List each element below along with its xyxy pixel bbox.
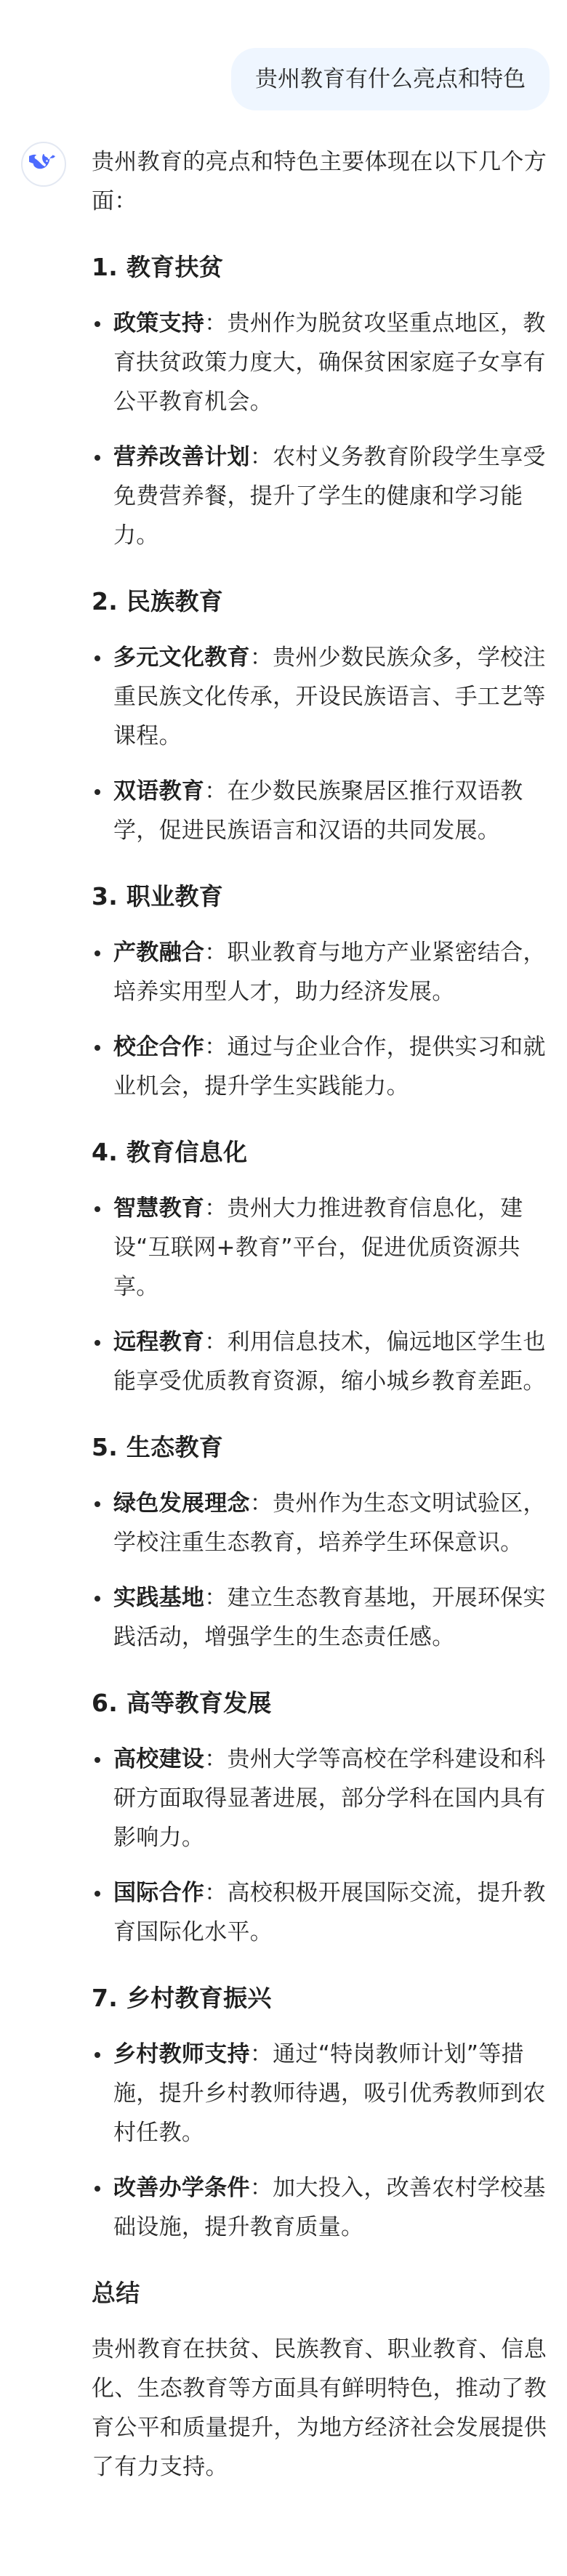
user-message-row	[231, 48, 550, 110]
item-term: 绿色发展理念	[113, 1490, 250, 1517]
bullet-icon	[94, 1501, 100, 1507]
item-text: 农村义务教育阶段学生享受免费营养餐，提升了学生的健康和学习能力。	[113, 444, 546, 549]
bullet-icon	[94, 1045, 100, 1051]
user-message-bubble[interactable]: 贵州教育有什么亮点和特色	[231, 48, 550, 110]
list-item	[92, 772, 548, 850]
item-sep: ：	[204, 310, 228, 336]
item-text: 贵州作为脱贫攻坚重点地区，教育扶贫政策力度大，确保贫困家庭子女享有公平教育机会。	[113, 310, 546, 415]
list-item	[92, 1027, 548, 1106]
list-item	[92, 2168, 548, 2247]
bullet-icon	[94, 1891, 100, 1897]
point-list	[92, 1189, 548, 1401]
item-sep: ：	[249, 1490, 273, 1517]
bullet-icon	[94, 455, 100, 461]
item-term: 实践基地	[113, 1585, 205, 1611]
item-term: 多元文化教育	[113, 645, 250, 671]
item-text: 贵州作为生态文明试验区，学校注重生态教育，培养学生环保意识。	[113, 1490, 546, 1556]
section-title: 7. 乡村教育振兴	[92, 1984, 272, 2012]
bullet-icon	[94, 655, 100, 661]
item-term: 产教融合	[113, 940, 205, 966]
section-higher-education	[92, 1686, 548, 1952]
whale-logo-svg	[29, 152, 58, 177]
section-title: 1. 教育扶贫	[92, 253, 224, 281]
item-text: 加大投入，改善农村学校基础设施，提升教育质量。	[113, 2175, 546, 2240]
item-sep: ：	[204, 1880, 228, 1906]
item-text: 利用信息技术，偏远地区学生也能享受优质教育资源，缩小城乡教育差距。	[113, 1329, 546, 1394]
bullet-icon	[94, 2186, 100, 2192]
item-text: 贵州大学等高校在学科建设和科研方面取得显著进展，部分学科在国内具有影响力。	[113, 1746, 546, 1851]
item-text: 通过与企业合作，提供实习和就业机会，提升学生实践能力。	[113, 1034, 546, 1099]
item-term: 改善办学条件	[113, 2175, 250, 2201]
item-sep: ：	[249, 2041, 273, 2067]
item-text: 建立生态教育基地，开展环保实践活动，增强学生的生态责任感。	[113, 1585, 546, 1650]
bullet-icon	[94, 950, 100, 956]
point-list	[92, 1740, 548, 1952]
list-item	[92, 1578, 548, 1657]
point-list	[92, 1484, 548, 1657]
list-item	[92, 1484, 548, 1562]
summary-text: 贵州教育在扶贫、民族教育、职业教育、信息化、生态教育等方面具有鲜明特色，推动了教育公平和质量提升，为地方经济社会发展提供了有力支持。	[92, 2336, 547, 2480]
bullet-icon	[94, 321, 100, 327]
item-text: 职业教育与地方产业紧密结合，培养实用型人才，助力经济发展。	[113, 940, 546, 1005]
list-item	[92, 1873, 548, 1952]
item-term: 远程教育	[113, 1329, 205, 1355]
section-title: 3. 职业教育	[92, 882, 224, 911]
section-title: 2. 民族教育	[92, 587, 224, 615]
item-term: 国际合作	[113, 1880, 205, 1906]
summary-title: 总结	[92, 2279, 140, 2307]
point-list	[92, 638, 548, 850]
item-sep: ：	[204, 1329, 228, 1355]
list-item	[92, 2035, 548, 2152]
item-sep: ：	[204, 778, 228, 804]
section-title: 4. 教育信息化	[92, 1138, 248, 1166]
assistant-answer	[92, 142, 548, 2487]
list-item	[92, 638, 548, 756]
item-sep: ：	[249, 2175, 273, 2201]
list-item	[92, 1323, 548, 1401]
item-text: 通过“特岗教师计划”等措施，提升乡村教师待遇，吸引优秀教师到农村任教。	[113, 2041, 546, 2146]
bullet-icon	[94, 1206, 100, 1212]
item-sep: ：	[204, 940, 228, 966]
item-text: 贵州少数民族众多，学校注重民族文化传承，开设民族语言、手工艺等课程。	[113, 645, 546, 749]
item-sep: ：	[249, 645, 273, 671]
bullet-icon	[94, 789, 100, 795]
item-term: 乡村教师支持	[113, 2041, 250, 2067]
section-rural-education	[92, 1981, 548, 2247]
answer-intro: 贵州教育的亮点和特色主要体现在以下几个方面：	[92, 149, 547, 214]
list-item	[92, 933, 548, 1012]
list-item	[92, 437, 548, 555]
list-item	[92, 304, 548, 421]
item-sep: ：	[204, 1746, 228, 1772]
point-list	[92, 933, 548, 1106]
section-education-poverty	[92, 250, 548, 555]
whale-logo-icon	[21, 142, 66, 187]
section-ethnic-education	[92, 584, 548, 850]
bullet-icon	[94, 2052, 100, 2058]
item-term: 校企合作	[113, 1034, 205, 1060]
section-vocational-education	[92, 879, 548, 1106]
item-sep: ：	[249, 444, 273, 470]
item-sep: ：	[204, 1034, 228, 1060]
item-text: 高校积极开展国际交流，提升教育国际化水平。	[113, 1880, 546, 1945]
item-term: 营养改善计划	[113, 444, 250, 470]
item-term: 高校建设	[113, 1746, 205, 1772]
bullet-icon	[94, 1596, 100, 1602]
point-list	[92, 304, 548, 555]
item-term: 智慧教育	[113, 1195, 205, 1222]
list-item	[92, 1189, 548, 1307]
section-education-informatization	[92, 1135, 548, 1401]
item-term: 政策支持	[113, 310, 205, 336]
section-title: 6. 高等教育发展	[92, 1689, 272, 1717]
item-term: 双语教育	[113, 778, 205, 804]
item-sep: ：	[204, 1585, 228, 1611]
item-text: 在少数民族聚居区推行双语教学，促进民族语言和汉语的共同发展。	[113, 778, 523, 844]
list-item	[92, 1740, 548, 1857]
point-list	[92, 2035, 548, 2247]
bullet-icon	[94, 1340, 100, 1346]
item-sep: ：	[204, 1195, 228, 1222]
bullet-icon	[94, 1757, 100, 1763]
item-text: 贵州大力推进教育信息化，建设“互联网+教育”平台，促进优质资源共享。	[113, 1195, 523, 1300]
section-ecological-education	[92, 1430, 548, 1657]
section-title: 5. 生态教育	[92, 1433, 224, 1461]
